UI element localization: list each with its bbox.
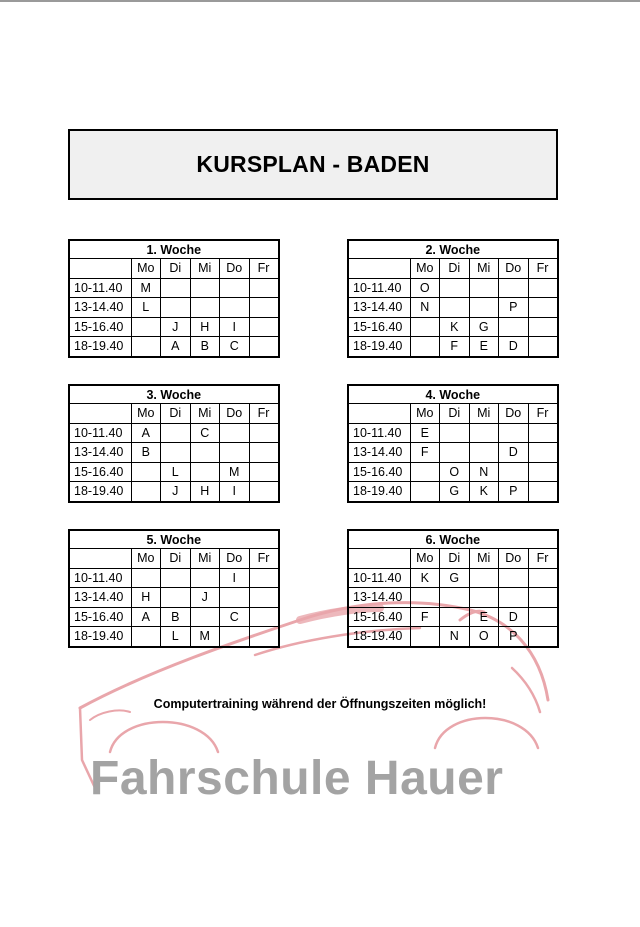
- course-cell: [249, 317, 279, 337]
- time-slot-row: [69, 423, 279, 443]
- day-header-do: Do: [220, 549, 250, 569]
- time-slot-label: 13-14.40: [69, 588, 131, 608]
- week-table: [68, 384, 280, 503]
- course-cell: [528, 298, 558, 318]
- course-cell: [410, 317, 440, 337]
- corner-cell: [69, 259, 131, 279]
- course-cell: E: [469, 607, 499, 627]
- time-slot-row: [348, 278, 558, 298]
- day-header-row: [69, 549, 279, 569]
- week-label: 5. Woche: [69, 530, 279, 549]
- day-header-fr: Fr: [249, 549, 279, 569]
- week-label: 1. Woche: [69, 240, 279, 259]
- course-cell: [249, 423, 279, 443]
- course-cell: [131, 337, 161, 357]
- course-cell: E: [469, 337, 499, 357]
- course-cell: A: [161, 337, 191, 357]
- time-slot-row: [69, 278, 279, 298]
- time-slot-label: 18-19.40: [348, 337, 410, 357]
- week-header-row: [348, 240, 558, 259]
- course-cell: [220, 298, 250, 318]
- day-header-do: Do: [499, 549, 529, 569]
- time-slot-label: 18-19.40: [69, 337, 131, 357]
- time-slot-row: [348, 298, 558, 318]
- day-header-row: [69, 259, 279, 279]
- course-cell: [410, 337, 440, 357]
- course-cell: [469, 423, 499, 443]
- corner-cell: [69, 549, 131, 569]
- course-cell: I: [220, 568, 250, 588]
- course-cell: F: [440, 337, 470, 357]
- course-cell: L: [161, 462, 191, 482]
- page-title: KURSPLAN - BADEN: [196, 151, 430, 177]
- course-cell: J: [190, 588, 220, 608]
- day-header-row: [348, 549, 558, 569]
- day-header-do: Do: [499, 259, 529, 279]
- course-cell: A: [131, 423, 161, 443]
- day-header-mo: Mo: [131, 259, 161, 279]
- course-cell: [249, 568, 279, 588]
- time-slot-row: [69, 443, 279, 463]
- course-cell: [131, 317, 161, 337]
- course-cell: J: [161, 482, 191, 502]
- brand-name: Fahrschule Hauer: [90, 752, 504, 805]
- course-cell: G: [440, 568, 470, 588]
- time-slot-label: 15-16.40: [348, 317, 410, 337]
- time-slot-row: [348, 337, 558, 357]
- course-cell: C: [220, 607, 250, 627]
- course-cell: [410, 482, 440, 502]
- course-cell: I: [220, 482, 250, 502]
- course-cell: [161, 588, 191, 608]
- course-cell: [249, 462, 279, 482]
- course-cell: O: [440, 462, 470, 482]
- time-slot-label: 18-19.40: [69, 627, 131, 647]
- course-cell: J: [161, 317, 191, 337]
- course-cell: [469, 443, 499, 463]
- time-slot-label: 13-14.40: [348, 443, 410, 463]
- course-cell: N: [410, 298, 440, 318]
- week-label: 2. Woche: [348, 240, 558, 259]
- time-slot-row: [69, 317, 279, 337]
- day-header-mi: Mi: [469, 404, 499, 424]
- week-label: 3. Woche: [69, 385, 279, 404]
- course-cell: D: [499, 607, 529, 627]
- time-slot-label: 15-16.40: [348, 462, 410, 482]
- time-slot-row: [69, 568, 279, 588]
- day-header-mi: Mi: [469, 259, 499, 279]
- course-cell: [469, 588, 499, 608]
- day-header-mi: Mi: [190, 549, 220, 569]
- course-cell: [161, 423, 191, 443]
- course-cell: [410, 627, 440, 647]
- course-cell: K: [410, 568, 440, 588]
- course-cell: D: [499, 443, 529, 463]
- course-cell: [249, 443, 279, 463]
- course-cell: [249, 607, 279, 627]
- course-cell: [220, 423, 250, 443]
- corner-cell: [348, 404, 410, 424]
- course-cell: [499, 588, 529, 608]
- day-header-mo: Mo: [410, 259, 440, 279]
- week-header-row: [69, 530, 279, 549]
- time-slot-label: 10-11.40: [348, 278, 410, 298]
- course-cell: L: [161, 627, 191, 647]
- time-slot-row: [348, 317, 558, 337]
- course-cell: H: [190, 482, 220, 502]
- day-header-mo: Mo: [410, 404, 440, 424]
- course-cell: K: [440, 317, 470, 337]
- week-header-row: [348, 385, 558, 404]
- time-slot-label: 10-11.40: [348, 568, 410, 588]
- day-header-di: Di: [440, 259, 470, 279]
- day-header-row: [348, 404, 558, 424]
- title-box: [68, 129, 558, 200]
- week-label: 6. Woche: [348, 530, 558, 549]
- course-cell: [440, 423, 470, 443]
- course-cell: [410, 462, 440, 482]
- course-cell: [190, 462, 220, 482]
- course-cell: [249, 482, 279, 502]
- course-cell: B: [131, 443, 161, 463]
- course-cell: [528, 482, 558, 502]
- course-cell: [190, 443, 220, 463]
- course-cell: O: [469, 627, 499, 647]
- course-cell: [161, 278, 191, 298]
- day-header-di: Di: [161, 259, 191, 279]
- course-cell: [469, 568, 499, 588]
- day-header-do: Do: [220, 404, 250, 424]
- course-cell: [528, 278, 558, 298]
- time-slot-label: 18-19.40: [69, 482, 131, 502]
- course-cell: [528, 443, 558, 463]
- week-table: [68, 529, 280, 648]
- week-table: [347, 384, 559, 503]
- week-header-row: [69, 240, 279, 259]
- course-cell: [528, 627, 558, 647]
- course-cell: [249, 588, 279, 608]
- day-header-di: Di: [440, 404, 470, 424]
- course-cell: A: [131, 607, 161, 627]
- time-slot-label: 10-11.40: [69, 568, 131, 588]
- time-slot-row: [69, 627, 279, 647]
- course-cell: [440, 588, 470, 608]
- course-cell: [499, 278, 529, 298]
- course-cell: M: [220, 462, 250, 482]
- course-cell: [220, 278, 250, 298]
- course-cell: [440, 278, 470, 298]
- course-cell: [249, 337, 279, 357]
- time-slot-label: 10-11.40: [348, 423, 410, 443]
- course-cell: D: [499, 337, 529, 357]
- course-cell: H: [190, 317, 220, 337]
- computer-training-note: Computertraining während der Öffnungszeiten möglich!: [153, 697, 487, 711]
- time-slot-label: 15-16.40: [69, 317, 131, 337]
- day-header-mo: Mo: [131, 404, 161, 424]
- corner-cell: [69, 404, 131, 424]
- course-cell: [469, 298, 499, 318]
- course-cell: [220, 627, 250, 647]
- time-slot-label: 13-14.40: [348, 588, 410, 608]
- course-cell: [499, 462, 529, 482]
- course-cell: N: [469, 462, 499, 482]
- course-cell: P: [499, 298, 529, 318]
- time-slot-label: 15-16.40: [69, 607, 131, 627]
- course-cell: F: [410, 607, 440, 627]
- time-slot-row: [69, 298, 279, 318]
- course-cell: [249, 627, 279, 647]
- time-slot-row: [348, 627, 558, 647]
- day-header-fr: Fr: [249, 259, 279, 279]
- course-cell: M: [131, 278, 161, 298]
- day-header-fr: Fr: [528, 259, 558, 279]
- course-cell: [190, 298, 220, 318]
- time-slot-row: [69, 588, 279, 608]
- course-cell: [528, 607, 558, 627]
- course-cell: [131, 627, 161, 647]
- course-cell: E: [410, 423, 440, 443]
- course-cell: P: [499, 627, 529, 647]
- course-cell: C: [190, 423, 220, 443]
- course-cell: C: [220, 337, 250, 357]
- day-header-do: Do: [220, 259, 250, 279]
- course-cell: H: [131, 588, 161, 608]
- course-cell: G: [469, 317, 499, 337]
- time-slot-row: [348, 462, 558, 482]
- course-cell: [499, 317, 529, 337]
- day-header-di: Di: [440, 549, 470, 569]
- course-cell: M: [190, 627, 220, 647]
- time-slot-label: 13-14.40: [69, 443, 131, 463]
- course-cell: G: [440, 482, 470, 502]
- time-slot-label: 10-11.40: [69, 423, 131, 443]
- time-slot-label: 18-19.40: [348, 627, 410, 647]
- course-cell: K: [469, 482, 499, 502]
- course-cell: P: [499, 482, 529, 502]
- course-cell: [499, 423, 529, 443]
- day-header-mo: Mo: [410, 549, 440, 569]
- course-cell: [190, 278, 220, 298]
- course-cell: I: [220, 317, 250, 337]
- time-slot-row: [348, 588, 558, 608]
- week-header-row: [69, 385, 279, 404]
- time-slot-row: [348, 568, 558, 588]
- course-cell: [131, 462, 161, 482]
- time-slot-label: 10-11.40: [69, 278, 131, 298]
- day-header-fr: Fr: [528, 404, 558, 424]
- time-slot-label: 15-16.40: [348, 607, 410, 627]
- course-cell: B: [190, 337, 220, 357]
- course-cell: N: [440, 627, 470, 647]
- course-cell: [528, 423, 558, 443]
- time-slot-label: 13-14.40: [69, 298, 131, 318]
- time-slot-label: 13-14.40: [348, 298, 410, 318]
- corner-cell: [348, 549, 410, 569]
- time-slot-row: [348, 482, 558, 502]
- course-cell: [469, 278, 499, 298]
- course-cell: [440, 443, 470, 463]
- course-cell: [131, 568, 161, 588]
- course-cell: [161, 298, 191, 318]
- course-cell: [249, 278, 279, 298]
- day-header-row: [69, 404, 279, 424]
- day-header-mi: Mi: [190, 259, 220, 279]
- day-header-mo: Mo: [131, 549, 161, 569]
- week-table: [68, 239, 280, 358]
- time-slot-row: [69, 462, 279, 482]
- corner-cell: [348, 259, 410, 279]
- day-header-mi: Mi: [190, 404, 220, 424]
- course-cell: [528, 337, 558, 357]
- course-cell: F: [410, 443, 440, 463]
- day-header-fr: Fr: [528, 549, 558, 569]
- day-header-do: Do: [499, 404, 529, 424]
- course-cell: [410, 588, 440, 608]
- course-cell: [161, 443, 191, 463]
- time-slot-row: [69, 337, 279, 357]
- course-cell: L: [131, 298, 161, 318]
- day-header-di: Di: [161, 549, 191, 569]
- course-cell: [190, 568, 220, 588]
- week-header-row: [348, 530, 558, 549]
- course-cell: O: [410, 278, 440, 298]
- day-header-di: Di: [161, 404, 191, 424]
- course-cell: [249, 298, 279, 318]
- course-cell: [131, 482, 161, 502]
- time-slot-row: [348, 423, 558, 443]
- day-header-mi: Mi: [469, 549, 499, 569]
- course-cell: [440, 607, 470, 627]
- day-header-row: [348, 259, 558, 279]
- week-label: 4. Woche: [348, 385, 558, 404]
- course-cell: [528, 317, 558, 337]
- course-cell: B: [161, 607, 191, 627]
- time-slot-label: 15-16.40: [69, 462, 131, 482]
- course-cell: [440, 298, 470, 318]
- course-cell: [528, 588, 558, 608]
- day-header-fr: Fr: [249, 404, 279, 424]
- time-slot-row: [69, 607, 279, 627]
- week-table: [347, 529, 559, 648]
- course-cell: [220, 588, 250, 608]
- time-slot-label: 18-19.40: [348, 482, 410, 502]
- time-slot-row: [348, 607, 558, 627]
- time-slot-row: [348, 443, 558, 463]
- course-cell: [190, 607, 220, 627]
- course-cell: [528, 568, 558, 588]
- time-slot-row: [69, 482, 279, 502]
- course-cell: [499, 568, 529, 588]
- week-table: [347, 239, 559, 358]
- course-cell: [161, 568, 191, 588]
- course-cell: [220, 443, 250, 463]
- course-cell: [528, 462, 558, 482]
